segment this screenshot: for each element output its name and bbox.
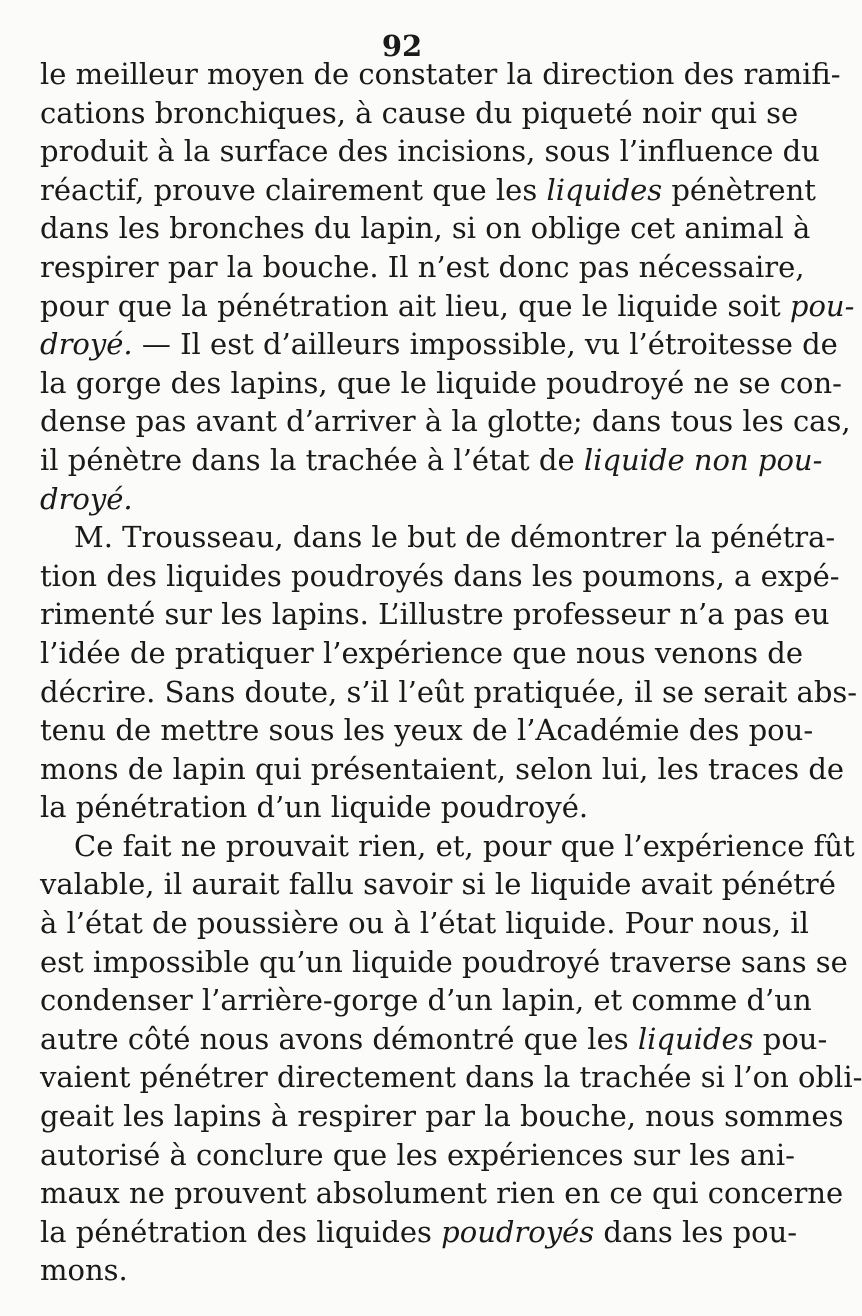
italic-text: pou- — [789, 288, 855, 323]
text-line — [40, 132, 820, 171]
italic-text: liquides — [637, 1021, 754, 1056]
text-line — [40, 402, 851, 441]
text-segment: est impossible qu’un liquide poudroyé traverse sans se — [40, 944, 848, 979]
text-segment: tion des liquides poudroyés dans les poumons, a expé- — [40, 558, 840, 593]
text-segment: pénètrent — [662, 172, 816, 207]
text-line — [40, 634, 804, 673]
text-segment: autre côté nous avons démontré que les — [40, 1021, 638, 1056]
text-segment: à l’état de poussière ou à l’état liquide. Pour nous, il — [40, 906, 809, 941]
paragraph — [40, 827, 862, 1290]
text-line — [40, 1174, 844, 1213]
text-line — [40, 981, 812, 1020]
italic-text: poudroyés — [441, 1214, 595, 1249]
text-line — [40, 441, 823, 480]
text-segment: tenu de mettre sous les yeux de l’Académie des pou- — [40, 713, 814, 748]
text-segment: il pénètre dans la trachée à l’état de — [40, 442, 584, 477]
text-segment: la gorge des lapins, que le liquide poudroyé ne se con- — [40, 365, 842, 400]
italic-text: liquides — [546, 172, 663, 207]
text-line — [40, 904, 809, 943]
text-line — [40, 1136, 795, 1175]
italic-text: droyé. — [40, 327, 133, 362]
italic-text: liquide non pou- — [583, 442, 823, 477]
body-text — [40, 55, 862, 1290]
text-segment: l’idée de pratiquer l’expérience que nous venons de — [40, 635, 804, 670]
text-segment: valable, il aurait fallu savoir si le liquide avait pénétré — [40, 867, 836, 902]
text-segment: cations bronchiques, à cause du piqueté noir qui se — [40, 95, 799, 130]
text-line — [40, 865, 836, 904]
text-segment: produit à la surface des incisions, sous l’influence du — [40, 134, 820, 169]
text-segment: dans les bronches du lapin, si on oblige cet animal à — [40, 211, 811, 246]
text-segment: dense pas avant d’arriver à la glotte; dans tous les cas, — [40, 404, 851, 439]
paragraph — [40, 518, 858, 827]
text-line — [40, 750, 845, 789]
text-segment: autorisé à conclure que les expériences sur les ani- — [40, 1137, 795, 1172]
text-segment: pour que la pénétration ait lieu, que le liquide soit — [40, 288, 790, 323]
text-line — [40, 325, 838, 364]
text-segment: réactif, prouve clairement que les — [40, 172, 547, 207]
text-segment: pou- — [753, 1021, 828, 1056]
page-number: 92 — [381, 29, 423, 63]
text-line — [40, 364, 842, 403]
text-segment: respirer par la bouche. Il n’est donc pas nécessaire, — [40, 249, 805, 284]
text-line — [40, 480, 764, 519]
text-line — [40, 94, 799, 133]
text-segment: la pénétration d’un liquide poudroyé. — [40, 790, 589, 825]
text-segment: M. Trousseau, dans le but de démontrer la pénétra- — [74, 520, 836, 555]
text-segment: la pénétration des liquides — [40, 1214, 442, 1249]
text-line — [40, 518, 836, 557]
text-segment: dans les pou- — [594, 1214, 798, 1249]
text-line — [40, 171, 816, 210]
text-line — [40, 788, 764, 827]
text-segment: condenser l’arrière-gorge d’un lapin, et comme d’un — [40, 983, 812, 1018]
text-segment: maux ne prouvent absolument rien en ce qui concerne — [40, 1176, 844, 1211]
text-segment: le meilleur moyen de constater la direction des ramifi- — [40, 57, 841, 91]
text-segment: vaient pénétrer directement dans la trachée si l’on obli- — [40, 1060, 862, 1095]
text-segment: mons. — [40, 1253, 128, 1288]
text-line — [40, 711, 814, 750]
text-line — [40, 827, 855, 866]
text-line — [40, 1020, 828, 1059]
text-line — [40, 1213, 798, 1252]
text-line — [40, 557, 840, 596]
text-line — [40, 248, 805, 287]
text-line — [40, 1097, 844, 1136]
text-line — [40, 287, 855, 326]
text-line — [40, 209, 811, 248]
text-line — [40, 1251, 764, 1290]
text-segment: Ce fait ne prouvait rien, et, pour que l’expérience fût — [74, 828, 855, 863]
text-line — [40, 595, 830, 634]
text-segment: rimenté sur les lapins. L’illustre professeur n’a pas eu — [40, 597, 830, 632]
paragraph — [40, 55, 855, 518]
italic-text: droyé. — [40, 481, 133, 516]
text-segment: geait les lapins à respirer par la bouche, nous sommes — [40, 1099, 844, 1134]
text-line — [40, 55, 841, 94]
text-line — [40, 673, 858, 712]
text-line — [40, 1058, 862, 1097]
text-segment: — Il est d’ailleurs impossible, vu l’étroitesse de — [132, 327, 838, 362]
text-segment: décrire. Sans doute, s’il l’eût pratiquée, il se serait abs- — [40, 674, 858, 709]
text-line — [40, 943, 848, 982]
text-segment: mons de lapin qui présentaient, selon lui, les traces de — [40, 751, 845, 786]
